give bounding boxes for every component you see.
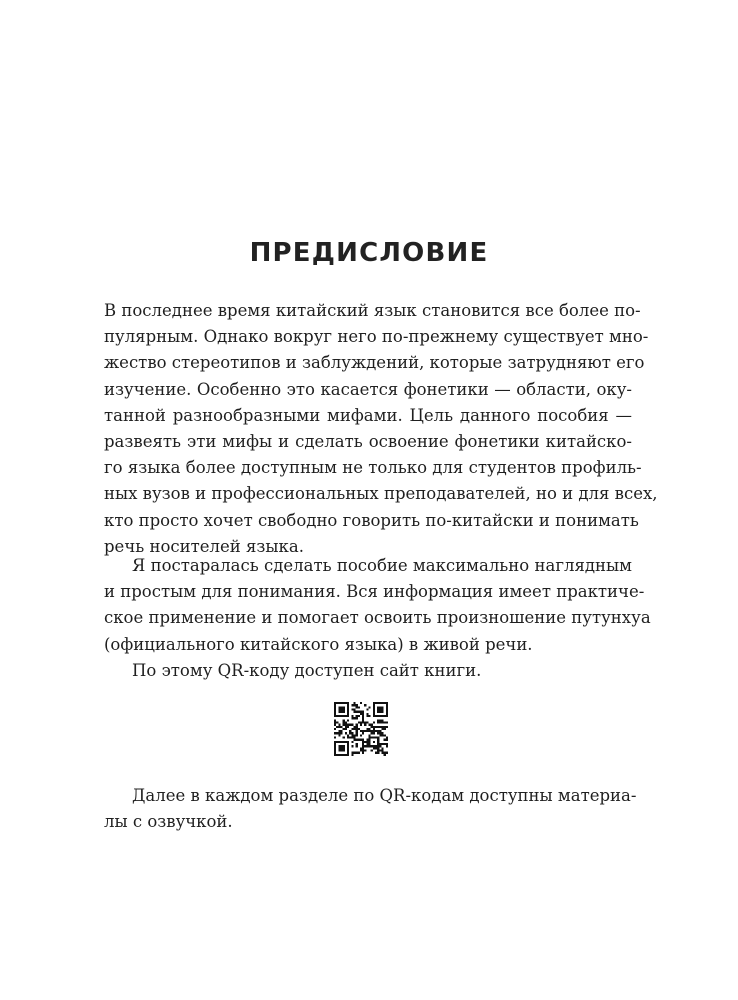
- text-line: развеять эти мифы и сделать освоение фонетики китайско-: [104, 431, 632, 451]
- paragraph-intro: [104, 298, 658, 560]
- text-line: кто просто хочет свободно говорить по-китайски и понимать: [104, 510, 639, 530]
- text-line: речь носителей языка.: [104, 536, 304, 556]
- text-line: лы с озвучкой.: [104, 812, 233, 832]
- page-title: ПРЕДИСЛОВИЕ: [249, 238, 489, 268]
- text-line: жество стереотипов и заблуждений, которые затрудняют его: [104, 353, 645, 373]
- text-line: По этому QR-коду доступен сайт книги.: [132, 661, 482, 680]
- text-line: Я постаралась сделать пособие максимально наглядным: [132, 556, 632, 575]
- text-line: ных вузов и профессиональных преподавателей, но и для всех,: [104, 484, 658, 504]
- text-line: ское применение и помогает освоить произношение путунхуа: [104, 608, 651, 628]
- text-line: В последнее время китайский язык становится все более по-: [104, 301, 641, 320]
- qr-code-icon[interactable]: [334, 702, 388, 756]
- paragraph-audio-note: [104, 783, 637, 835]
- text-line: изучение. Особенно это касается фонетики — области, оку-: [104, 379, 632, 399]
- text-line: и простым для понимания. Вся информация имеет практиче-: [104, 582, 645, 602]
- text-line: го языка более доступным не только для студентов профиль-: [104, 458, 642, 478]
- text-line: Далее в каждом разделе по QR-кодам доступны материа-: [132, 786, 637, 805]
- text-line: танной разнообразными мифами. Цель данного пособия —: [104, 405, 632, 425]
- paragraph-approach: [104, 553, 651, 658]
- text-line: пулярным. Однако вокруг него по-прежнему существует мно-: [104, 327, 649, 347]
- text-line: (официального китайского языка) в живой речи.: [104, 634, 533, 654]
- paragraph-qr-note: [104, 658, 632, 684]
